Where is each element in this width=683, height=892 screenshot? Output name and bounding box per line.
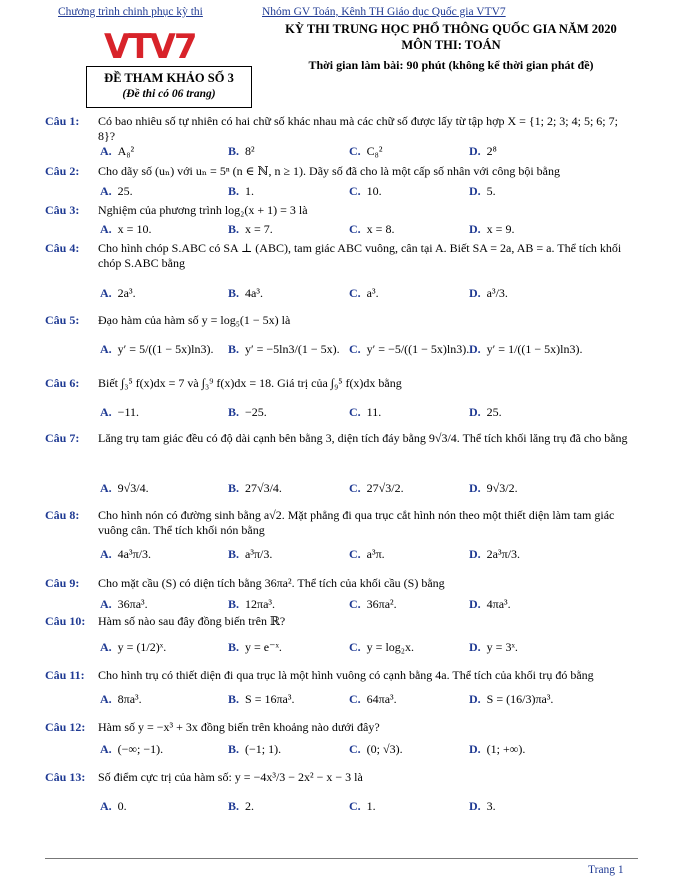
option-c: C. (0; √3). <box>349 742 403 756</box>
answers-2 <box>100 184 640 204</box>
answers-4 <box>100 286 640 306</box>
exam-subject: MÔN THI: TOÁN <box>401 38 501 52</box>
option-d: D. S = (16/3)πa³. <box>469 692 554 706</box>
question-text: Cho mặt cầu (S) có diện tích bằng 36πa². Thể tích của khối cầu (S) bằng <box>98 576 445 590</box>
option-a: A. y′ = 5/((1 − 5x)ln3). <box>100 342 214 356</box>
page-number: Trang 1 <box>588 864 624 876</box>
answers-7 <box>100 481 640 501</box>
question-number: Câu 5: <box>45 313 80 327</box>
option-b: B. 27√3/4. <box>228 481 282 495</box>
option-b: B. 2. <box>228 799 255 813</box>
option-a: A. x = 10. <box>100 222 152 236</box>
option-d: D. 4πa³. <box>469 597 511 611</box>
question-text: Số điểm cực trị của hàm số: y = −4x³/3 − 2x² − x − 3 là <box>98 770 363 784</box>
header-program: Chương trình chinh phục kỳ thi <box>58 6 203 18</box>
question-text: Cho dãy số (uₙ) với uₙ = 5ⁿ (n ∈ ℕ, n ≥ 1). Dãy số đã cho là một cấp số nhân với công bội bằng <box>98 164 560 178</box>
logo-text: VTV7 <box>104 27 196 64</box>
option-d: D. 25. <box>469 405 502 419</box>
option-c: C. a³. <box>349 286 379 300</box>
option-d: D. 2⁸ <box>469 144 497 158</box>
option-c: C. 27√3/2. <box>349 481 404 495</box>
option-a: A. 36πa³. <box>100 597 148 611</box>
question-number: Câu 8: <box>45 508 80 522</box>
exam-time: Thời gian làm bài: 90 phút (không kể thời gian phát đề) <box>308 58 594 72</box>
option-b: B. (−1; 1). <box>228 742 282 756</box>
question-text: Biết ∫₃⁵ f(x)dx = 7 và ∫₃⁹ f(x)dx = 18. Giá trị của ∫₉⁵ f(x)dx bằng <box>98 376 402 390</box>
option-c: C. 11. <box>349 405 382 419</box>
footer-divider <box>45 858 638 859</box>
question-text: Hàm số nào sau đây đồng biến trên ℝ? <box>98 614 286 628</box>
option-d: D. y = 3ˣ. <box>469 640 518 654</box>
answers-8 <box>100 547 640 567</box>
answers-3 <box>100 222 640 242</box>
option-a: A. (−∞; −1). <box>100 742 164 756</box>
question-number: Câu 4: <box>45 241 80 255</box>
answers-10 <box>100 640 640 660</box>
question-number: Câu 6: <box>45 376 80 390</box>
option-b: B. y = e⁻ˣ. <box>228 640 282 654</box>
question-text: Cho hình trụ có thiết diện đi qua trục là một hình vuông có cạnh bằng 4a. Thể tích của khối trụ đó bằng <box>98 668 594 682</box>
option-b: B. x = 7. <box>228 222 273 236</box>
option-d: D. a³/3. <box>469 286 508 300</box>
question-number: Câu 13: <box>45 770 86 784</box>
option-d: D. 2a³π/3. <box>469 547 520 561</box>
vtv7-logo <box>104 26 196 64</box>
question-number: Câu 10: <box>45 614 86 628</box>
option-c: C. x = 8. <box>349 222 395 236</box>
exam-title: KỲ THI TRUNG HỌC PHỔ THÔNG QUỐC GIA NĂM 2020 <box>285 22 617 36</box>
exam-code-title: ĐỀ THAM KHẢO SỐ 3 <box>104 71 234 85</box>
option-c: C. C₈² <box>349 144 383 158</box>
option-c: C. 1. <box>349 799 376 813</box>
option-d: D. 5. <box>469 184 496 198</box>
question-number: Câu 12: <box>45 720 86 734</box>
option-b: B. 1. <box>228 184 255 198</box>
option-c: C. 64πa³. <box>349 692 397 706</box>
option-c: C. 36πa². <box>349 597 397 611</box>
question-number: Câu 1: <box>45 114 80 128</box>
option-a: A. y = (1/2)ˣ. <box>100 640 167 654</box>
option-a: A. 9√3/4. <box>100 481 149 495</box>
question-text: Cho hình nón có đường sinh bằng a√2. Mặt phẳng đi qua trục cắt hình nón theo một thiết diện làm tam giác vuông cân. Thể tích khối nón bằng <box>98 508 615 537</box>
question-number: Câu 11: <box>45 668 85 682</box>
option-c: C. y′ = −5/((1 − 5x)ln3). <box>349 342 470 356</box>
option-a: A. 8πa³. <box>100 692 142 706</box>
answers-5 <box>100 342 640 362</box>
answers-1 <box>100 144 640 164</box>
question-text: Có bao nhiêu số tự nhiên có hai chữ số khác nhau mà các chữ số được lấy từ tập hợp X = {1; 2; 3; 4; 5; 6; 7; 8}? <box>98 114 618 143</box>
question-text: Nghiệm của phương trình log₂(x + 1) = 3 là <box>98 203 308 217</box>
option-a: A. −11. <box>100 405 139 419</box>
exam-page-count: (Đề thi có 06 trang) <box>122 88 216 100</box>
option-d: D. 9√3/2. <box>469 481 518 495</box>
question-number: Câu 3: <box>45 203 80 217</box>
option-c: C. a³π. <box>349 547 385 561</box>
option-d: D. x = 9. <box>469 222 515 236</box>
option-a: A. 25. <box>100 184 133 198</box>
option-b: B. y′ = −5ln3/(1 − 5x). <box>228 342 340 356</box>
question-text: Đạo hàm của hàm số y = log₅(1 − 5x) là <box>98 313 291 327</box>
option-b: B. a³π/3. <box>228 547 273 561</box>
option-d: D. y′ = 1/((1 − 5x)ln3). <box>469 342 583 356</box>
option-a: A. 4a³π/3. <box>100 547 151 561</box>
answers-6 <box>100 405 640 425</box>
answers-13 <box>100 799 640 819</box>
question-number: Câu 9: <box>45 576 80 590</box>
option-d: D. (1; +∞). <box>469 742 526 756</box>
option-a: A. A₈² <box>100 144 135 158</box>
header-group: Nhóm GV Toán, Kênh TH Giáo dục Quốc gia VTV7 <box>262 6 506 18</box>
option-a: A. 2a³. <box>100 286 136 300</box>
option-b: B. 12πa³. <box>228 597 275 611</box>
option-b: B. 4a³. <box>228 286 263 300</box>
option-c: C. 10. <box>349 184 382 198</box>
answers-12 <box>100 742 640 762</box>
question-number: Câu 7: <box>45 431 80 445</box>
option-b: B. S = 16πa³. <box>228 692 295 706</box>
question-text: Cho hình chóp S.ABC có SA ⊥ (ABC), tam giác ABC vuông, cân tại A. Biết SA = 2a, AB = a. Thể tích khối chóp S.ABC bằng <box>98 241 622 270</box>
option-b: B. −25. <box>228 405 267 419</box>
question-number: Câu 2: <box>45 164 80 178</box>
option-b: B. 8² <box>228 144 255 158</box>
option-a: A. 0. <box>100 799 127 813</box>
option-c: C. y = log₂x. <box>349 640 414 654</box>
question-text: Lăng trụ tam giác đều có độ dài cạnh bên bằng 3, diện tích đáy bằng 9√3/4. Thể tích khối lăng trụ đã cho bằng <box>98 431 628 445</box>
exam-code-box <box>86 66 252 108</box>
question-text: Hàm số y = −x³ + 3x đồng biến trên khoảng nào dưới đây? <box>98 720 380 734</box>
answers-11 <box>100 692 640 712</box>
option-d: D. 3. <box>469 799 496 813</box>
